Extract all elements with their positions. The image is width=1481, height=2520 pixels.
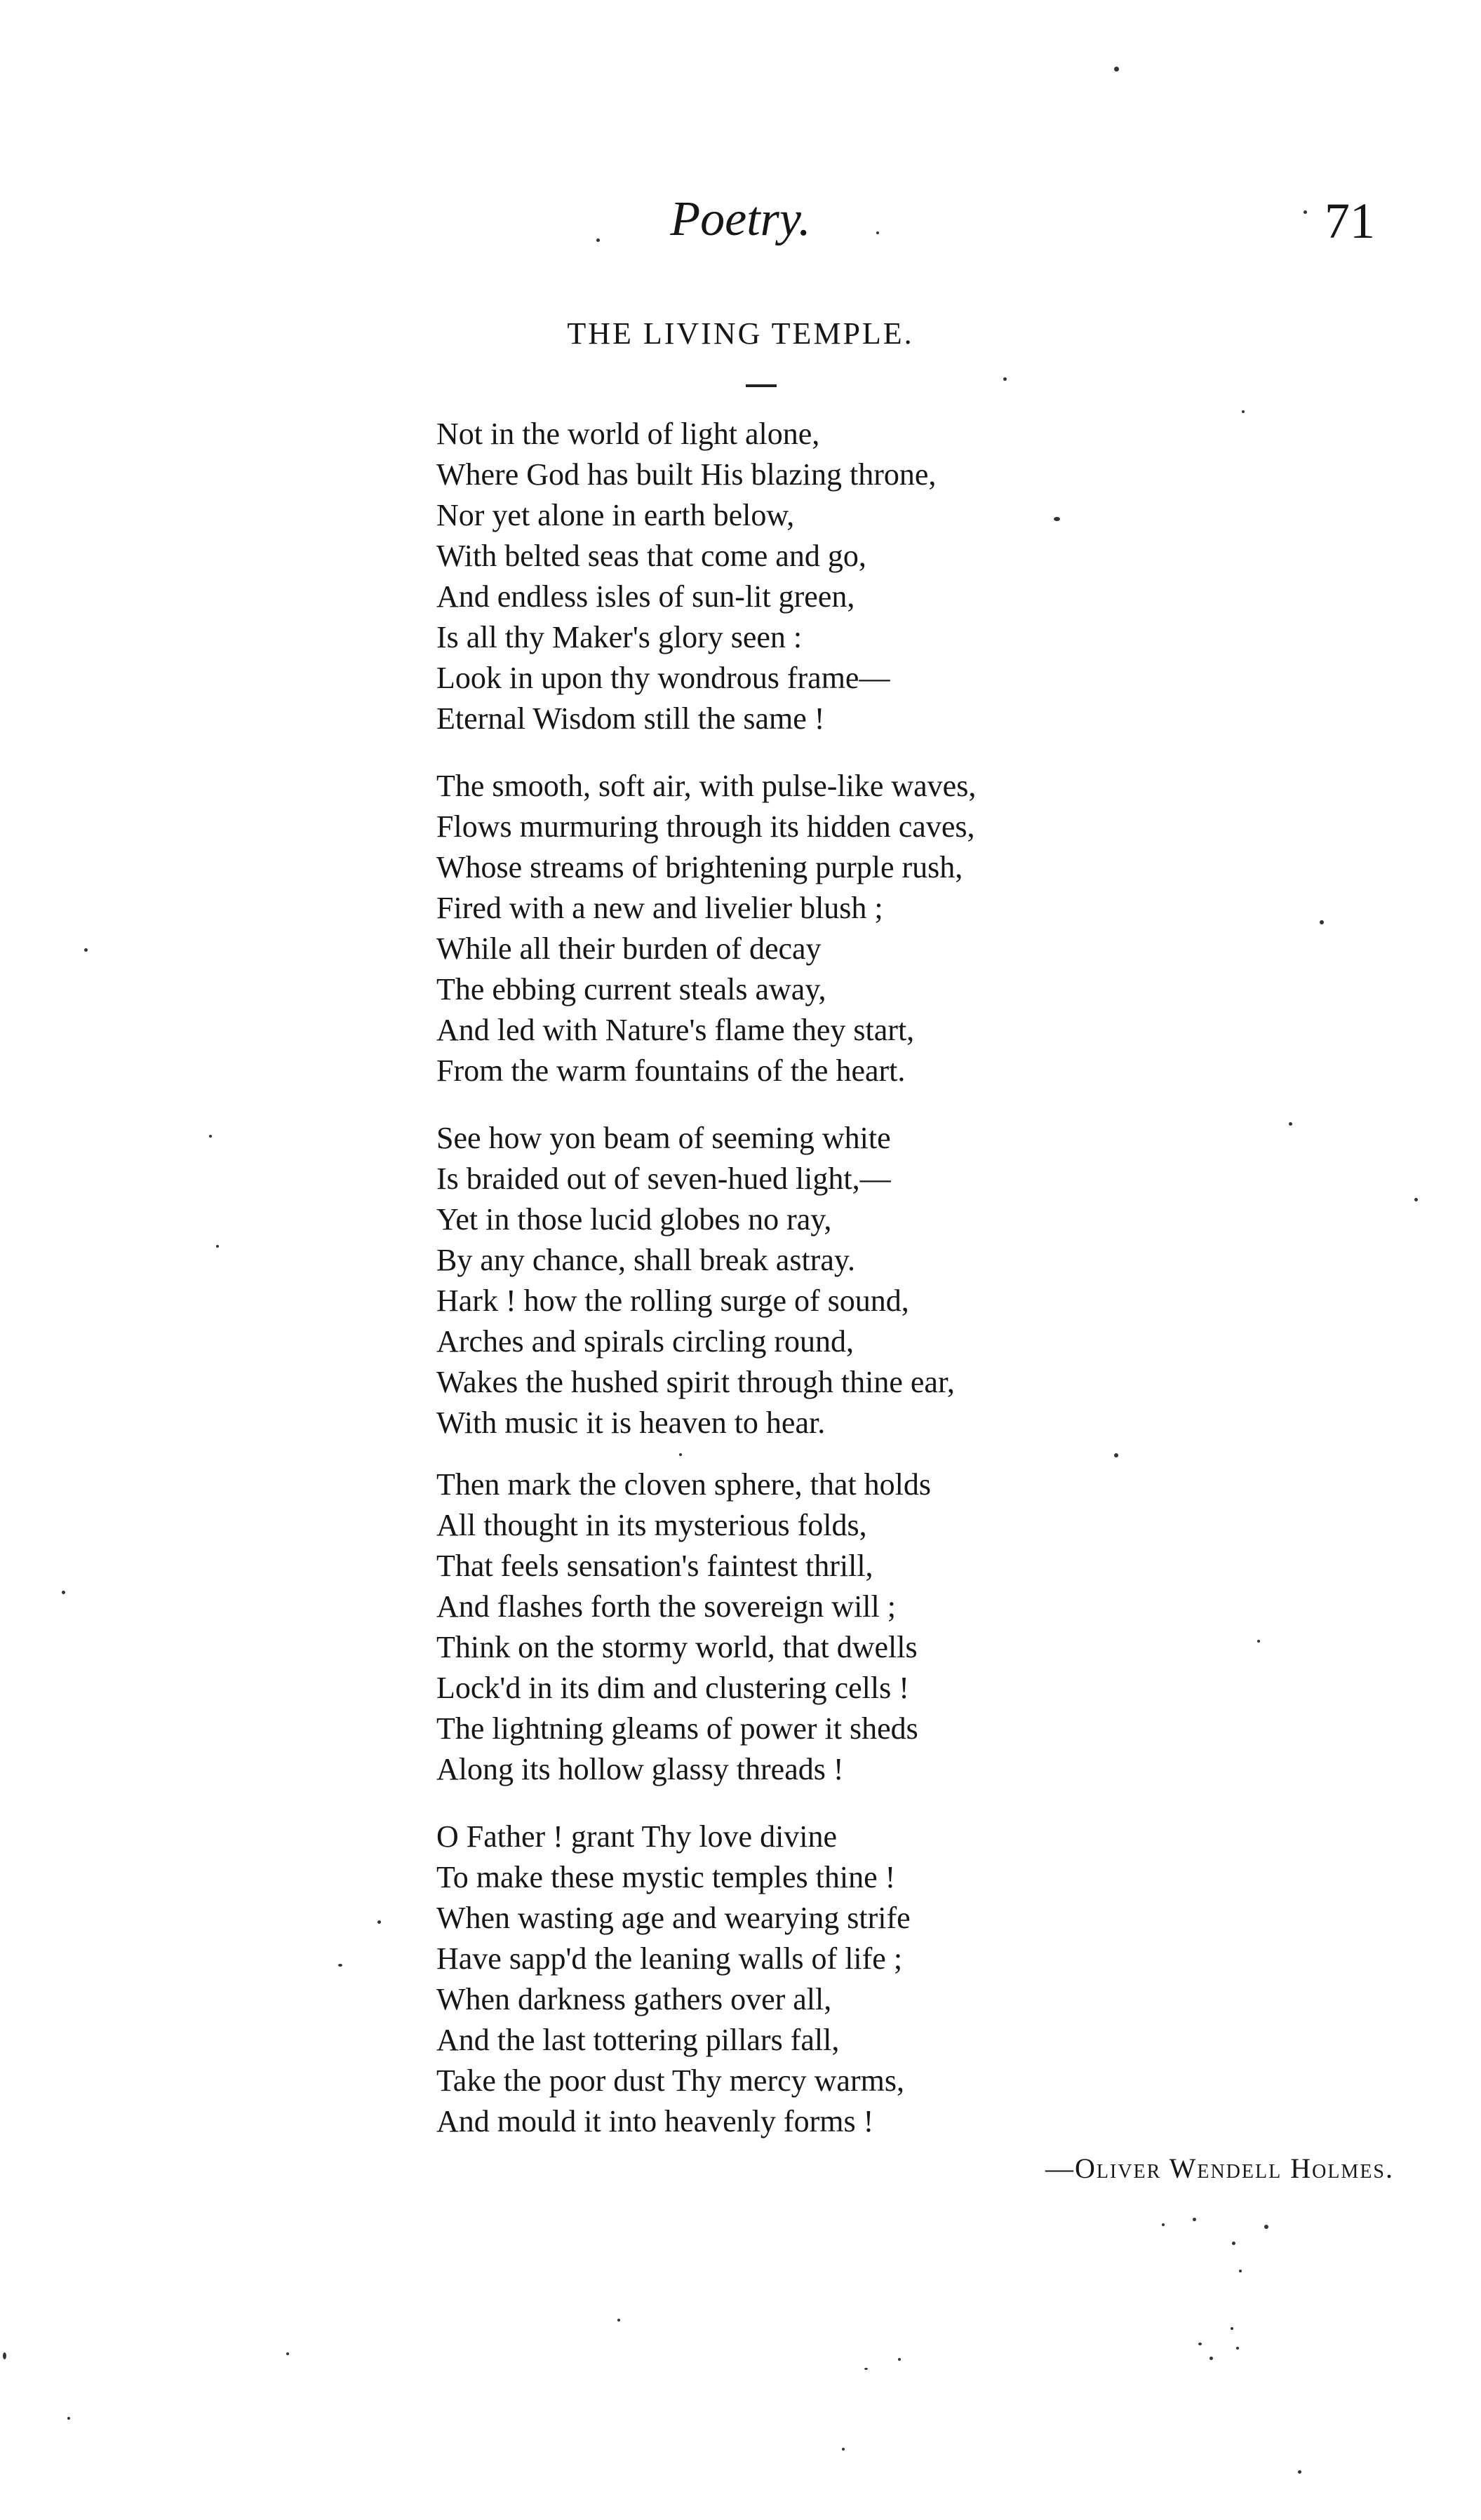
poem-line: Lock'd in its dim and clustering cells ! — [436, 1671, 909, 1705]
poem-line: To make these mystic temples thine ! — [436, 1860, 896, 1894]
poem-line: Not in the world of light alone, — [436, 417, 820, 451]
scan-speck — [338, 1964, 342, 1967]
poem-line: Look in upon thy wondrous frame— — [436, 661, 890, 695]
poem-line: Have sapp'd the leaning walls of life ; — [436, 1941, 903, 1976]
poem-line: From the warm fountains of the heart. — [436, 1053, 906, 1088]
poem-line: Along its hollow glassy threads ! — [436, 1752, 844, 1786]
poem-line: Then mark the cloven sphere, that holds — [436, 1467, 932, 1502]
poem-line: Flows murmuring through its hidden caves, — [436, 809, 975, 844]
scan-speck — [67, 2417, 70, 2420]
scan-speck — [1114, 67, 1119, 72]
stanza-2 — [436, 766, 1334, 1091]
poem-line: Eternal Wisdom still the same ! — [436, 701, 825, 736]
scan-speck — [3, 2352, 6, 2359]
scan-speck — [1054, 517, 1060, 521]
poem-line: And endless isles of sun-lit green, — [436, 579, 855, 614]
poem-line: And the last tottering pillars fall, — [436, 2023, 840, 2057]
scan-speck — [1320, 920, 1324, 924]
scan-speck — [596, 238, 600, 242]
scan-speck — [1114, 1453, 1118, 1457]
poem-line: And flashes forth the sovereign will ; — [436, 1589, 896, 1624]
poem-line: And mould it into heavenly forms ! — [436, 2104, 874, 2138]
scan-speck — [1264, 2225, 1268, 2229]
poem-line: When wasting age and wearying strife — [436, 1901, 911, 1935]
poem-line: Take the poor dust Thy mercy warms, — [436, 2063, 904, 2098]
scan-speck — [84, 948, 88, 952]
scan-speck — [1003, 377, 1007, 381]
scan-speck — [1298, 2470, 1301, 2474]
stanza-3 — [436, 1118, 1334, 1443]
scan-speck — [286, 2352, 289, 2355]
poem-line: All thought in its mysterious folds, — [436, 1508, 867, 1542]
scan-speck — [209, 1135, 212, 1138]
poem-line: O Father ! grant Thy love divine — [436, 1819, 838, 1854]
scan-speck — [864, 2368, 868, 2370]
poem-line: Think on the stormy world, that dwells — [436, 1630, 918, 1664]
poem-line: Yet in those lucid globes no ray, — [436, 1202, 832, 1237]
scan-speck — [679, 1453, 682, 1456]
scan-speck — [1304, 210, 1307, 214]
scan-speck — [1209, 2357, 1213, 2360]
poem-line: While all their burden of decay — [436, 931, 822, 966]
stanza-1 — [436, 414, 1334, 739]
poem-line: With belted seas that come and go, — [436, 539, 866, 573]
stanza-4 — [436, 1464, 1334, 1790]
poem-line: The ebbing current steals away, — [436, 972, 826, 1006]
poem-line: Whose streams of brightening purple rush, — [436, 850, 963, 884]
poem-line: With music it is heaven to hear. — [436, 1406, 826, 1440]
poem-line: Where God has built His blazing throne, — [436, 457, 937, 492]
poem-line: See how yon beam of seeming white — [436, 1121, 891, 1155]
poem-line: Nor yet alone in earth below, — [436, 498, 795, 532]
scan-speck — [1198, 2343, 1202, 2345]
poem-attribution: —Oliver Wendell Holmes. — [1045, 2152, 1394, 2184]
poem-line: The lightning gleams of power it sheds — [436, 1711, 918, 1746]
poem-line: Is all thy Maker's glory seen : — [436, 620, 803, 654]
poem-line: Fired with a new and livelier blush ; — [436, 891, 883, 925]
poem-line: The smooth, soft air, with pulse-like waves, — [436, 769, 977, 803]
scan-speck — [617, 2319, 620, 2322]
page-number: 71 — [1325, 193, 1375, 249]
scan-speck — [216, 1245, 219, 1248]
scan-speck — [876, 231, 879, 234]
poem-line: When darkness gathers over all, — [436, 1982, 832, 2016]
running-title: Poetry. — [670, 192, 811, 246]
scan-speck — [1242, 410, 1245, 413]
scan-speck — [1257, 1640, 1260, 1643]
scan-speck — [1232, 2242, 1235, 2245]
scan-speck — [1231, 2327, 1233, 2330]
poem-line: Arches and spirals circling round, — [436, 1324, 855, 1359]
scan-speck — [898, 2358, 901, 2361]
poem-line: Wakes the hushed spirit through thine ear, — [436, 1365, 955, 1399]
scan-speck — [1236, 2347, 1239, 2350]
scan-speck — [1414, 1198, 1418, 1201]
scan-speck — [1162, 2223, 1165, 2226]
poem-title: THE LIVING TEMPLE. — [567, 316, 914, 351]
poem-line: Hark ! how the rolling surge of sound, — [436, 1283, 909, 1318]
stanza-5 — [436, 1817, 1334, 2142]
scan-speck — [1239, 2270, 1242, 2272]
scan-speck — [1289, 1122, 1292, 1126]
scan-speck — [377, 1920, 381, 1924]
poem-line: And led with Nature's flame they start, — [436, 1013, 915, 1047]
poem-line: That feels sensation's faintest thrill, — [436, 1549, 873, 1583]
scan-speck — [842, 2448, 845, 2451]
title-divider — [746, 384, 777, 387]
scan-speck — [62, 1591, 65, 1594]
scan-speck — [1193, 2218, 1196, 2221]
poem-line: By any chance, shall break astray. — [436, 1243, 856, 1277]
poem-line: Is braided out of seven-hued light,— — [436, 1161, 891, 1196]
